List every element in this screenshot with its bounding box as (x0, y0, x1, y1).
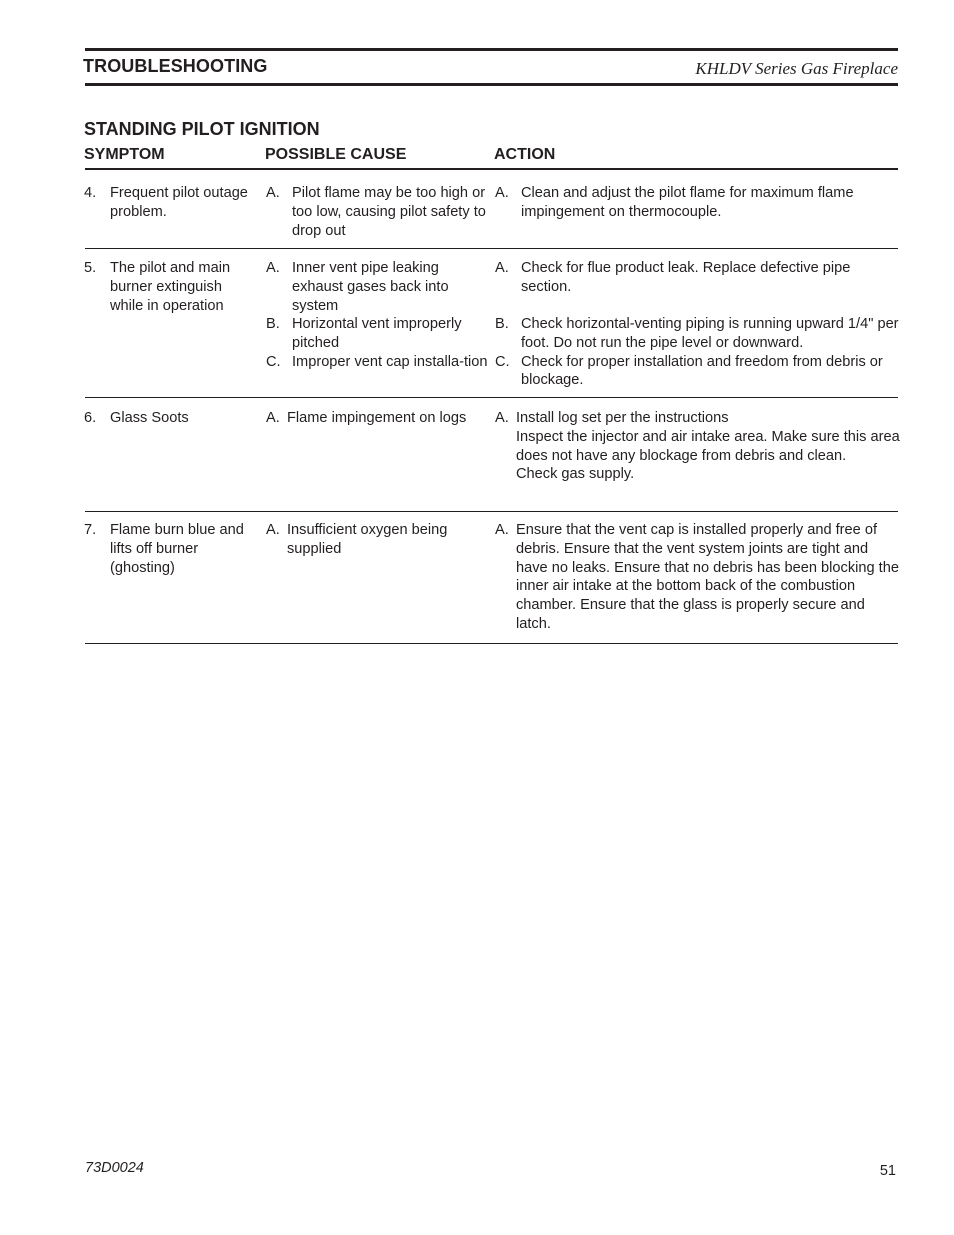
action-text: Clean and adjust the pilot flame for maximum flame impingement on thermocouple. (521, 185, 854, 220)
table-row-action (495, 409, 900, 484)
action-label: C. (495, 353, 510, 370)
symptom-number: 4. (84, 185, 97, 201)
table-row-cause (266, 521, 488, 559)
row-divider (85, 248, 898, 249)
action-label: A. (495, 410, 509, 426)
column-header-action: ACTION (494, 146, 556, 163)
table-row-cause (266, 259, 488, 372)
action-text: Check horizontal-venting piping is running upward 1/4" per foot. Do not run the pipe level or downward. (521, 316, 899, 351)
row-divider (85, 397, 898, 398)
section-title: STANDING PILOT IGNITION (84, 119, 320, 139)
cause-text: Improper vent cap installa-tion (292, 353, 488, 370)
cause-text: Horizontal vent improperly pitched (292, 316, 462, 352)
action-note: Check gas supply. (516, 466, 635, 483)
action-text: Check for flue product leak. Replace defective pipe section. (521, 260, 851, 295)
row-divider (85, 643, 898, 644)
page-header-title: TROUBLESHOOTING (83, 56, 268, 76)
column-header-cause: POSSIBLE CAUSE (265, 146, 407, 163)
header-rule-top (85, 48, 898, 51)
table-row-symptom (84, 409, 259, 428)
header-rule-bottom (85, 83, 898, 86)
action-note: Inspect the injector and air intake area. Make sure this area does not have any blockage from debris and clean. (516, 428, 900, 464)
table-row-action (495, 521, 900, 634)
cause-text: Insufficient oxygen being supplied (287, 522, 448, 557)
symptom-text: The pilot and main burner extinguish while in operation (110, 260, 231, 314)
symptom-text: Frequent pilot outage problem. (110, 185, 248, 220)
action-text: Ensure that the vent cap is installed properly and free of debris. Ensure that the vent system joints are tight and have no leaks. Ensure that no debris has been blocking the inner air intake at the bottom back of the combustion chamber. Ensure that the glass is properly secure and latch. (516, 522, 899, 632)
cause-label: A. (266, 522, 280, 538)
action-label: A. (495, 260, 509, 276)
symptom-number: 6. (84, 410, 97, 426)
action-text: Check for proper installation and freedom from debris or blockage. (521, 353, 883, 389)
cause-text: Flame impingement on logs (287, 410, 467, 426)
action-label: A. (495, 522, 509, 538)
symptom-text: Glass Soots (110, 410, 189, 426)
page-number: 51 (879, 1163, 896, 1179)
cause-label: A. (266, 260, 280, 276)
table-row-cause (266, 409, 488, 428)
table-row-symptom (84, 184, 259, 222)
cause-label: A. (266, 185, 280, 201)
page-header-subtitle: KHLDV Series Gas Fireplace (695, 59, 898, 78)
column-header-symptom: SYMPTOM (84, 146, 165, 163)
action-label: A. (495, 185, 509, 201)
row-divider (85, 511, 898, 512)
table-row-action (495, 184, 900, 222)
table-row-cause (266, 184, 488, 240)
document-code: 73D0024 (85, 1160, 144, 1176)
table-row-symptom (84, 521, 259, 577)
table-row-action (495, 259, 900, 390)
table-row-symptom (84, 259, 259, 315)
cause-label: B. (266, 316, 280, 333)
table-header-rule (85, 168, 898, 170)
cause-label: C. (266, 353, 281, 370)
action-label: B. (495, 316, 509, 332)
symptom-number: 7. (84, 522, 97, 538)
action-text: Install log set per the instructions (516, 410, 729, 426)
symptom-number: 5. (84, 260, 97, 276)
symptom-text: Flame burn blue and lifts off burner (ghosting) (110, 522, 244, 576)
cause-text: Pilot flame may be too high or too low, causing pilot safety to drop out (292, 185, 486, 239)
cause-text: Inner vent pipe leaking exhaust gases back into system (292, 260, 449, 314)
cause-label: A. (266, 410, 280, 426)
